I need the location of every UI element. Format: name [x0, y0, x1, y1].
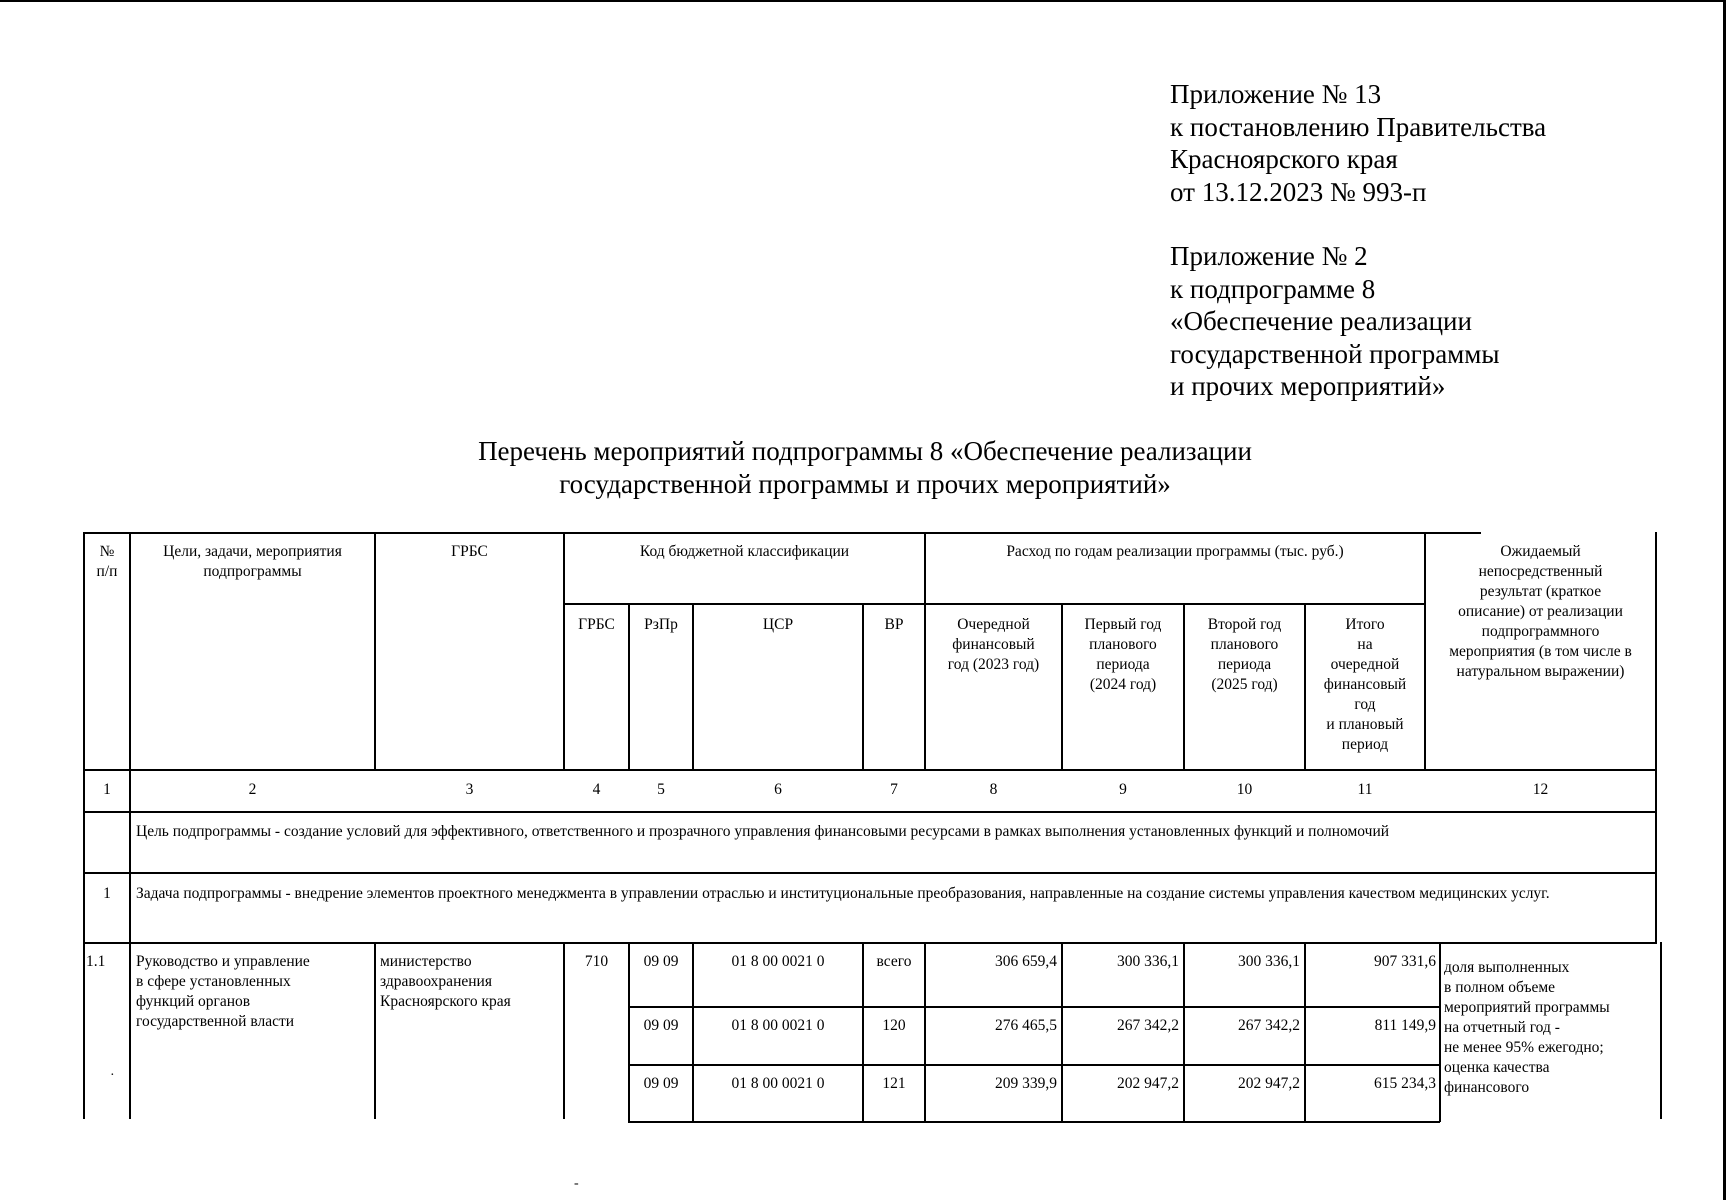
- cell-y2023: 306 659,4: [995, 953, 1057, 970]
- cell-total: 907 331,6: [1374, 953, 1436, 970]
- cell-rzpr: 09 09: [643, 953, 679, 970]
- appendix-13-line: Приложение № 13: [1170, 79, 1382, 109]
- header-rzpr: РзПр: [644, 616, 678, 633]
- header-y2024-line: планового: [1089, 636, 1157, 653]
- cell-rzpr: 09 09: [643, 1075, 679, 1092]
- appendix-13-line: к постановлению Правительства: [1170, 111, 1547, 142]
- header-grbs: ГРБС: [451, 543, 488, 560]
- header-y2023-line: финансовый: [952, 636, 1035, 653]
- column-number: 6: [774, 781, 782, 798]
- table-rule: [1439, 942, 1441, 1122]
- table-rule: [83, 532, 1481, 534]
- item-grbs-name-line: Красноярского края: [380, 993, 511, 1010]
- header-y2023: [926, 615, 1061, 675]
- column-number: 7: [890, 781, 898, 798]
- header-y2025: [1185, 615, 1304, 695]
- header-y2023-line: Очередной: [957, 616, 1030, 633]
- task-row-text: Задача подпрограммы - внедрение элементов проектного менеджмента в управлении отраслью и институциональные преобразования, направленные на создание системы управления качеством медицинских услуг.: [136, 885, 1550, 902]
- header-y2025-line: планового: [1210, 636, 1279, 653]
- appendix-13-block: [1170, 78, 1546, 208]
- appendix-13-line: от 13.12.2023 № 993-п: [1170, 176, 1427, 207]
- header-result-line: результат (краткое: [1479, 583, 1602, 600]
- item-num: 1.1: [86, 953, 106, 970]
- table-rule: [628, 1064, 1440, 1066]
- goal-row-text: Цель подпрограммы - создание условий для эффективного, ответственного и прозрачного управления финансовыми ресурсами в рамках выполнения установленных функций и полномочий: [136, 823, 1390, 840]
- item-grbs-name: [380, 952, 560, 1012]
- item-grbs-name-line: здравоохранения: [380, 973, 492, 990]
- cell-csr: 01 8 00 0021 0: [731, 953, 825, 970]
- appendix-2-line: к подпрограмме 8: [1170, 273, 1376, 304]
- column-number: 2: [248, 781, 257, 798]
- table-rule: [1655, 532, 1657, 942]
- header-result-line: описание) от реализации: [1458, 603, 1623, 620]
- table-rule: [83, 872, 1657, 874]
- header-num-line: п/п: [96, 563, 118, 580]
- column-number: 10: [1236, 781, 1253, 798]
- header-kbk: Код бюджетной классификации: [639, 543, 850, 560]
- table-rule: [83, 532, 85, 1119]
- header-result: [1426, 542, 1655, 682]
- table-rule: [628, 1121, 1440, 1123]
- appendix-2-line: Приложение № 2: [1170, 241, 1368, 271]
- table-rule: [83, 942, 1657, 944]
- column-number: 9: [1119, 781, 1127, 798]
- column-number: 4: [592, 781, 601, 798]
- item-result-line: в полном объеме: [1444, 979, 1556, 996]
- appendix-2-line: государственной программы: [1170, 338, 1500, 369]
- header-total-line: период: [1341, 736, 1389, 753]
- table-rule: [129, 532, 131, 1119]
- item-result-line: оценка качества: [1444, 1059, 1550, 1076]
- item-result-line: мероприятий программы: [1444, 999, 1610, 1016]
- header-goals: [131, 542, 374, 582]
- table-rule: [374, 942, 376, 1119]
- table-rule: [374, 532, 376, 769]
- header-total-line: очередной: [1330, 656, 1400, 673]
- document-title: [300, 435, 1430, 501]
- header-total-line: Итого: [1345, 616, 1385, 633]
- header-y2024: [1063, 615, 1183, 695]
- cell-y2024: 300 336,1: [1117, 953, 1179, 970]
- header-num-line: №: [99, 543, 115, 560]
- header-expenses: Расход по годам реализации программы (тыс. руб.): [1006, 543, 1344, 560]
- column-number: 3: [465, 781, 474, 798]
- item-result-line: доля выполненных: [1444, 959, 1570, 976]
- item-result-line: на отчетный год -: [1444, 1019, 1560, 1036]
- appendix-13-line: Красноярского края: [1170, 144, 1398, 174]
- page-edge-top: [0, 0, 1726, 2]
- cell-csr: 01 8 00 0021 0: [731, 1075, 825, 1092]
- task-row-num: 1: [103, 885, 111, 902]
- header-csr: ЦСР: [762, 616, 794, 633]
- cell-y2024: 202 947,2: [1117, 1075, 1179, 1092]
- table-rule: [628, 1006, 1440, 1008]
- table-rule: [83, 769, 1657, 771]
- item-name-line: в сфере установленных: [136, 973, 291, 990]
- header-y2025-line: Второй год: [1207, 616, 1282, 633]
- header-y2024-line: Первый год: [1084, 616, 1162, 633]
- header-vr: ВР: [884, 616, 904, 633]
- header-y2025-line: периода: [1217, 656, 1272, 673]
- appendix-2-block: [1170, 240, 1500, 403]
- header-result-line: мероприятия (в том числе в: [1449, 643, 1632, 660]
- item-result-line: не менее 95% ежегодно;: [1444, 1039, 1604, 1056]
- item-result: [1444, 958, 1658, 1098]
- item-name-line: государственной власти: [136, 1013, 295, 1030]
- cell-y2025: 267 342,2: [1238, 1017, 1300, 1034]
- table-rule: [83, 811, 1657, 813]
- header-result-line: натуральном выражении): [1456, 663, 1625, 680]
- header-goals-line: подпрограммы: [203, 563, 302, 580]
- cell-y2023: 209 339,9: [995, 1075, 1057, 1092]
- header-goals-line: Цели, задачи, мероприятия: [163, 543, 342, 560]
- document-title-line: Перечень мероприятий подпрограммы 8 «Обеспечение реализации: [478, 436, 1252, 466]
- appendix-2-line: «Обеспечение реализации: [1170, 306, 1472, 336]
- header-result-line: Ожидаемый: [1500, 543, 1581, 560]
- header-result-line: подпрограммного: [1481, 623, 1600, 640]
- cell-y2025: 202 947,2: [1238, 1075, 1300, 1092]
- column-number: 1: [103, 781, 111, 798]
- header-y2024-line: (2024 год): [1089, 676, 1157, 693]
- header-total-line: финансовый: [1323, 676, 1407, 693]
- header-kbk-grbs: ГРБС: [578, 616, 615, 633]
- table-rule: [1660, 942, 1662, 1119]
- header-y2025-line: (2025 год): [1211, 676, 1278, 693]
- scan-speck: ·: [110, 1068, 115, 1083]
- header-y2024-line: периода: [1096, 656, 1150, 673]
- header-total-line: на: [1357, 636, 1373, 653]
- appendix-2-line: и прочих мероприятий»: [1170, 371, 1446, 401]
- cell-total: 811 149,9: [1374, 1017, 1436, 1034]
- cell-csr: 01 8 00 0021 0: [731, 1017, 825, 1034]
- cell-y2025: 300 336,1: [1238, 953, 1300, 970]
- cell-y2023: 276 465,5: [995, 1017, 1057, 1034]
- item-name-line: Руководство и управление: [136, 953, 310, 970]
- column-number: 5: [657, 781, 665, 798]
- header-total: [1306, 615, 1424, 755]
- item-result-line: финансового: [1444, 1079, 1530, 1096]
- document-title-line: государственной программы и прочих мероприятий»: [559, 469, 1171, 499]
- item-grbs-name-line: министерство: [380, 953, 472, 970]
- cell-rzpr: 09 09: [643, 1017, 679, 1034]
- cell-vr: 120: [882, 1017, 906, 1034]
- column-number: 11: [1357, 781, 1373, 798]
- header-result-line: непосредственный: [1478, 563, 1603, 580]
- cell-total: 615 234,3: [1374, 1075, 1436, 1092]
- item-name-line: функций органов: [136, 993, 251, 1010]
- column-number: 12: [1532, 781, 1549, 798]
- scan-speck: -: [574, 1176, 579, 1191]
- cell-vr: всего: [876, 953, 912, 970]
- cell-vr: 121: [882, 1075, 906, 1092]
- item-name: [136, 952, 372, 1032]
- cell-y2024: 267 342,2: [1117, 1017, 1179, 1034]
- column-number: 8: [989, 781, 998, 798]
- item-grbs-code: 710: [584, 953, 609, 970]
- header-y2023-line: год (2023 год): [947, 656, 1040, 673]
- header-total-line: год: [1354, 696, 1376, 713]
- table-rule: [563, 532, 565, 769]
- header-num: [85, 542, 129, 582]
- header-total-line: и плановый: [1326, 716, 1404, 733]
